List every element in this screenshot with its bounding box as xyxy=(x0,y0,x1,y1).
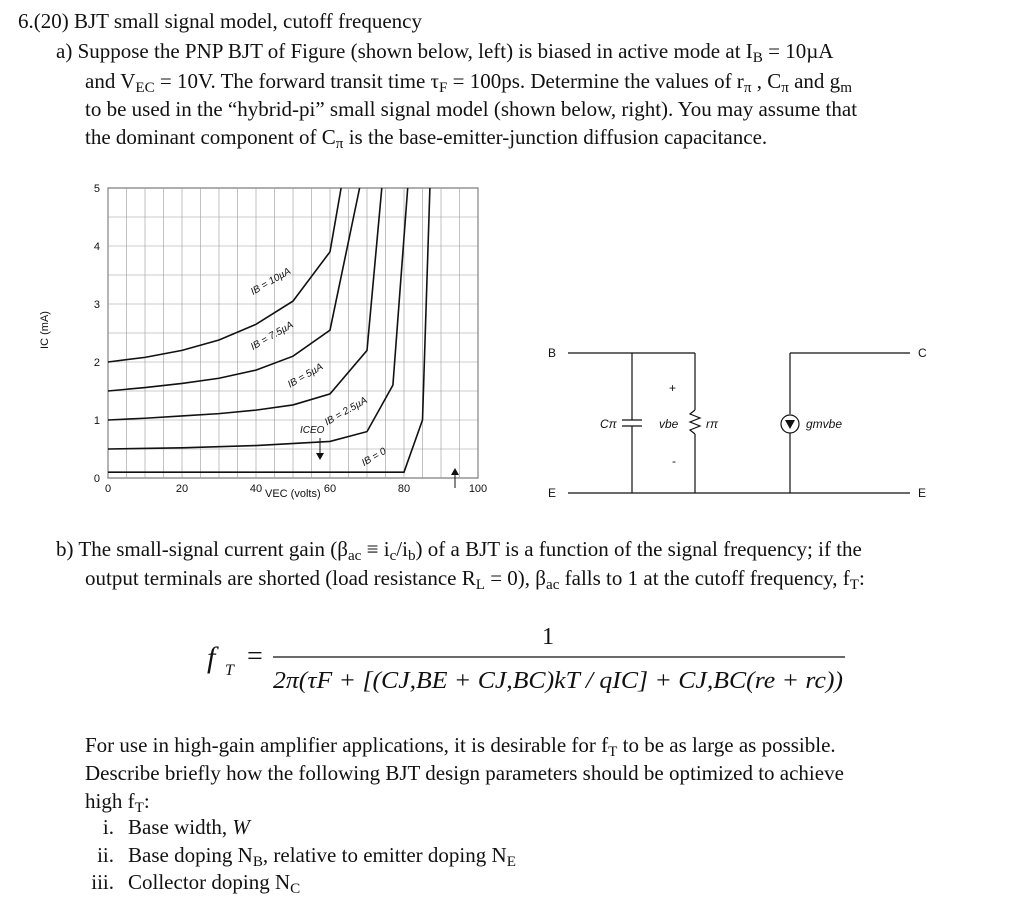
part-a-line-3: to be used in the “hybrid-pi” small signal model (shown below, right). You may assume that xyxy=(85,97,858,121)
list-item-1: i. Base width, W xyxy=(102,815,250,839)
vbe-label: vbe xyxy=(659,417,679,431)
series-label: IB = 5µA xyxy=(286,361,326,391)
formula-equals: = xyxy=(247,641,263,672)
iv-chart xyxy=(39,183,487,500)
part-a-line-4: the dominant component of $C_\pi$ is the base-emitter-junction diffusion capacitance. xyxy=(85,125,768,152)
part-a-line-1: a) Suppose the PNP BJT of Figure (shown below, left) is biased in active mode at $I_B = 10\mu A$ xyxy=(56,39,834,66)
x-tick-label: 60 xyxy=(323,483,337,495)
resistor-zigzag xyxy=(690,410,700,434)
instructions-line-2: Describe briefly how the following BJT design parameters should be optimized to achieve xyxy=(85,761,844,785)
plus-sign: + xyxy=(669,381,677,395)
formula-lhs-sub: T xyxy=(225,662,234,679)
series-label: IB = 10µA xyxy=(249,265,293,298)
x-tick-label: 100 xyxy=(468,483,488,495)
instructions-line-1: For use in high-gain amplifier applications, it is desirable for $f_T$ to be as large as possible. xyxy=(85,733,836,760)
instructions-line-3: high $f_T$: xyxy=(85,789,150,816)
x-tick-label: 80 xyxy=(397,483,411,495)
series-label: IB = 7.5µA xyxy=(249,319,296,353)
part-a-line-2: and $V_{EC} = 10V$. The forward transit time $\tau_F = 100ps$. Determine the values of $r_\pi$ , $C_\pi$ and $g_m$ xyxy=(85,69,852,96)
cap-label: Cπ xyxy=(600,417,617,431)
formula-numerator: 1 xyxy=(542,624,554,650)
x-tick-label: 20 xyxy=(175,483,189,495)
formula-lhs: f xyxy=(207,641,216,674)
y-tick-label: 1 xyxy=(93,415,100,427)
part-b-line-1: b) The small-signal current gain $(\beta_{ac} \equiv i_c/i_b)$ of a BJT is a function of the signal frequency; if the xyxy=(56,537,862,564)
hybrid-pi-circuit xyxy=(568,353,910,493)
x-tick-label: 0 xyxy=(104,483,112,495)
series-label: IB = 0 xyxy=(360,446,389,469)
figure xyxy=(0,170,1024,500)
y-tick-label: 0 xyxy=(93,473,100,485)
gm-vbe-label: gmvbe xyxy=(806,417,843,431)
y-axis-label: IC (mA) xyxy=(39,311,51,349)
problem-heading: 6.(20) BJT small signal model, cutoff frequency xyxy=(18,9,422,33)
node-c-label: C xyxy=(918,346,927,360)
chart-grid xyxy=(108,188,478,478)
list-item-2: ii. Base doping $N_B$, relative to emitter doping $N_E$ xyxy=(97,843,516,870)
ft-formula xyxy=(205,612,855,702)
x-tick-label: 40 xyxy=(249,483,263,495)
part-b-line-2: output terminals are shorted (load resistance $R_L = 0$), $\beta_{ac}$ falls to 1 at the cutoff frequency, $f_T$: xyxy=(85,566,865,593)
minus-sign: - xyxy=(672,454,676,468)
iceo-annotation: ICEO xyxy=(300,425,325,436)
node-b-label: B xyxy=(548,346,557,360)
formula-denominator: 2π(τF + [(CJ,BE + CJ,BC)kT / qIC] + CJ,BC(re + rc)) xyxy=(273,668,844,694)
node-e-left-label: E xyxy=(548,486,557,500)
y-tick-label: 3 xyxy=(93,299,100,311)
list-item-3: iii. Collector doping $N_C$ xyxy=(91,870,301,897)
series-label: IB = 2.5µA xyxy=(323,395,370,429)
x-axis-label: VEC (volts) xyxy=(265,488,321,500)
y-tick-label: 2 xyxy=(93,357,100,369)
node-e-right-label: E xyxy=(918,486,927,500)
y-tick-label: 4 xyxy=(93,241,100,253)
y-tick-label: 5 xyxy=(93,183,100,195)
current-arrow-icon xyxy=(785,420,795,429)
r-pi-label: rπ xyxy=(706,417,719,431)
